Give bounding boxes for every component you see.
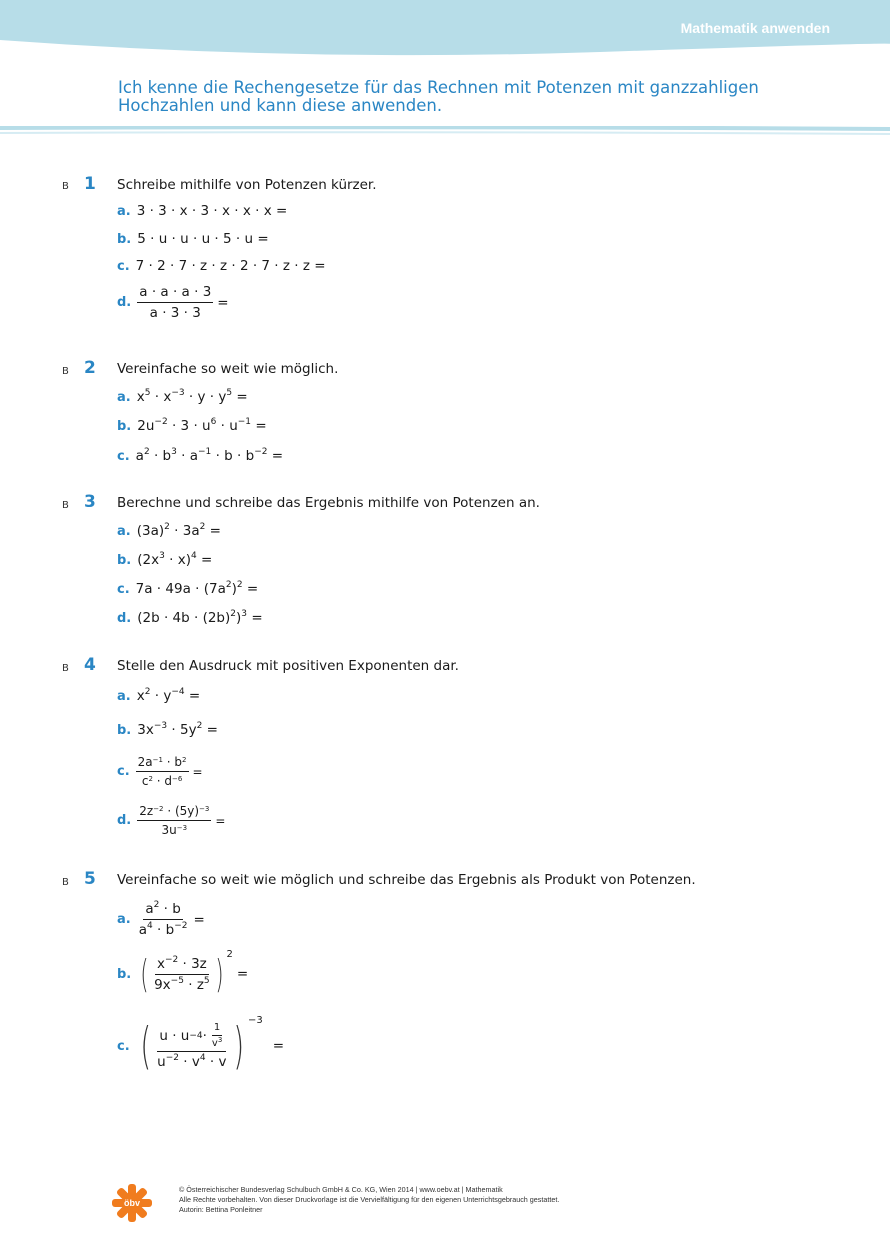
footer-line-3: Autorin: Bettina Ponleitner bbox=[179, 1205, 263, 1214]
parenthesized-fraction bbox=[136, 1014, 263, 1075]
exercise-4c bbox=[117, 755, 203, 788]
footer-line-2: Alle Rechte vorbehalten. Von dieser Druckvorlage ist die Vervielfältigung für den eigenen Unterrichtsgebrauch gestattet. bbox=[179, 1195, 560, 1204]
exercise-5a bbox=[117, 901, 205, 938]
item-label: a. bbox=[117, 203, 131, 219]
task-instruction: Vereinfache so weit wie möglich. bbox=[117, 361, 339, 377]
denominator: a · 3 · 3 bbox=[149, 305, 201, 321]
item-label: c. bbox=[117, 448, 130, 464]
equals-sign: = bbox=[272, 1038, 285, 1054]
exercise-2a bbox=[117, 389, 248, 405]
exercise-3d bbox=[117, 610, 263, 626]
expression: $a^2 \cdot b^3 \cdot a^{-1} \cdot b \cdot b^{-2}$ = bbox=[135, 447, 284, 464]
expression: $x^2 \cdot y^{-4}$ = bbox=[136, 687, 201, 704]
task-number: 3 bbox=[84, 492, 96, 512]
task-level: B bbox=[62, 877, 69, 888]
item-label: b. bbox=[117, 418, 132, 434]
expression: 5 · u · u · u · 5 · u = bbox=[137, 231, 269, 247]
task-instruction: Schreibe mithilfe von Potenzen kürzer. bbox=[117, 177, 377, 193]
numerator: $2z^{-2} \cdot (5y)^{-3}$ bbox=[137, 804, 211, 821]
expression: $7a \cdot 49a \cdot (7a^2)^2$ = bbox=[135, 580, 259, 597]
expression: $(3a)^2 \cdot 3a^2$ = bbox=[136, 522, 221, 539]
right-paren: ) bbox=[232, 1017, 244, 1075]
inner-denominator: $v^3$ bbox=[211, 1036, 223, 1049]
exercise-3b bbox=[117, 552, 212, 568]
numerator: $a^2 \cdot b$ bbox=[143, 901, 182, 920]
exercise-1c bbox=[117, 258, 326, 274]
exercise-3a bbox=[117, 523, 221, 539]
left-paren: ( bbox=[140, 952, 149, 996]
task-level: B bbox=[62, 500, 69, 511]
item-label: c. bbox=[117, 581, 130, 597]
denominator: $a^4 \cdot b^{-2}$ bbox=[138, 921, 188, 938]
item-label: c. bbox=[117, 258, 130, 274]
task-level: B bbox=[62, 181, 69, 192]
task-instruction: Berechne und schreibe das Ergebnis mithilfe von Potenzen an. bbox=[117, 495, 540, 511]
outer-exponent: −3 bbox=[248, 1014, 263, 1026]
fraction bbox=[137, 901, 190, 938]
item-label: d. bbox=[117, 295, 132, 310]
header-title: Mathematik anwenden bbox=[680, 20, 830, 36]
logo-text: öbv bbox=[123, 1198, 141, 1208]
task-instruction: Stelle den Ausdruck mit positiven Exponenten dar. bbox=[117, 658, 459, 674]
expression: $(2x^3 \cdot x)^4$ = bbox=[137, 551, 213, 568]
equals-sign: = bbox=[217, 294, 229, 311]
equals-sign: = bbox=[193, 911, 205, 928]
exercise-1b bbox=[117, 231, 269, 247]
expression: 3 · 3 · x · 3 · x · x · x = bbox=[136, 203, 288, 219]
fraction bbox=[136, 755, 189, 788]
expression: $3x^{-3} \cdot 5y^2$ = bbox=[137, 721, 218, 738]
item-label: b. bbox=[117, 231, 132, 247]
task-instruction: Vereinfache so weit wie möglich und schreibe das Ergebnis als Produkt von Potenzen. bbox=[117, 872, 696, 888]
item-label: a. bbox=[117, 523, 131, 539]
task-number: 2 bbox=[84, 358, 96, 378]
task-number: 5 bbox=[84, 869, 96, 889]
fraction bbox=[137, 804, 211, 837]
item-label: c. bbox=[117, 1038, 130, 1054]
inner-numerator: 1 bbox=[212, 1022, 222, 1036]
item-label: a. bbox=[117, 688, 131, 704]
exercise-5b bbox=[117, 948, 249, 996]
numerator: $2a^{-1} \cdot b^2$ bbox=[136, 755, 189, 772]
item-label: d. bbox=[117, 813, 132, 828]
task-number: 4 bbox=[84, 655, 96, 675]
denominator: $c^2 \cdot d^{-6}$ bbox=[141, 774, 183, 788]
numerator: u · u −4 · $\frac{1}{v^3}$ bbox=[157, 1022, 226, 1052]
expression: $x^5 \cdot x^{-3} \cdot y \cdot y^5$ = bbox=[136, 388, 248, 405]
left-paren: ( bbox=[140, 1017, 151, 1075]
outer-exponent: 2 bbox=[226, 948, 233, 960]
denominator: $9x^{-5} \cdot z^5$ bbox=[154, 975, 210, 993]
denominator: $3u^{-3}$ bbox=[161, 823, 188, 837]
exercise-4b bbox=[117, 722, 218, 738]
exercise-4a bbox=[117, 688, 200, 704]
item-label: a. bbox=[117, 389, 131, 405]
task-number: 1 bbox=[84, 174, 96, 194]
item-label: b. bbox=[117, 722, 132, 738]
item-label: c. bbox=[117, 764, 130, 779]
parenthesized-fraction bbox=[137, 948, 233, 996]
expression: $2u^{-2} \cdot 3 \cdot u^6 \cdot u^{-1}$ = bbox=[137, 417, 267, 434]
equals-sign: = bbox=[192, 764, 203, 779]
exercise-3c bbox=[117, 581, 258, 597]
footer-copyright bbox=[179, 1185, 559, 1215]
item-label: a. bbox=[117, 912, 131, 927]
item-label: d. bbox=[117, 610, 132, 626]
equals-sign: = bbox=[215, 813, 226, 828]
denominator: $u^{-2} \cdot v^4 \cdot v$ bbox=[157, 1053, 227, 1070]
item-label: b. bbox=[117, 966, 132, 982]
expression: 7 · 2 · 7 · z · z · 2 · 7 · z · z = bbox=[135, 258, 326, 274]
expression: $(2b \cdot 4b \cdot (2b)^2)^3$ = bbox=[137, 609, 263, 626]
fraction bbox=[155, 1022, 228, 1070]
equals-sign: = bbox=[236, 966, 249, 982]
task-level: B bbox=[62, 663, 69, 674]
inner-fraction bbox=[210, 1022, 224, 1049]
exercise-1a bbox=[117, 203, 287, 219]
oebv-logo-icon bbox=[112, 1184, 152, 1222]
exercise-2b bbox=[117, 418, 267, 434]
right-paren: ) bbox=[214, 952, 224, 996]
numerator: $x^{-2} \cdot 3z$ bbox=[155, 956, 209, 975]
footer-line-1: © Österreichischer Bundesverlag Schulbuch GmbH & Co. KG, Wien 2014 | www.oebv.at | Mathematik bbox=[179, 1185, 503, 1194]
item-label: b. bbox=[117, 552, 132, 568]
task-level: B bbox=[62, 366, 69, 377]
exercise-4d bbox=[117, 804, 225, 837]
numerator: a · a · a · 3 bbox=[137, 284, 213, 303]
fraction bbox=[152, 956, 212, 993]
fraction bbox=[137, 284, 213, 321]
exercise-5c bbox=[117, 1014, 285, 1075]
exercise-2c bbox=[117, 448, 283, 464]
exercise-1d bbox=[117, 284, 229, 321]
goal-divider bbox=[0, 126, 890, 135]
learning-goal: Ich kenne die Rechengesetze für das Rechnen mit Potenzen mit ganzzahligen Hochzahlen und kann diese anwenden. bbox=[118, 78, 759, 115]
